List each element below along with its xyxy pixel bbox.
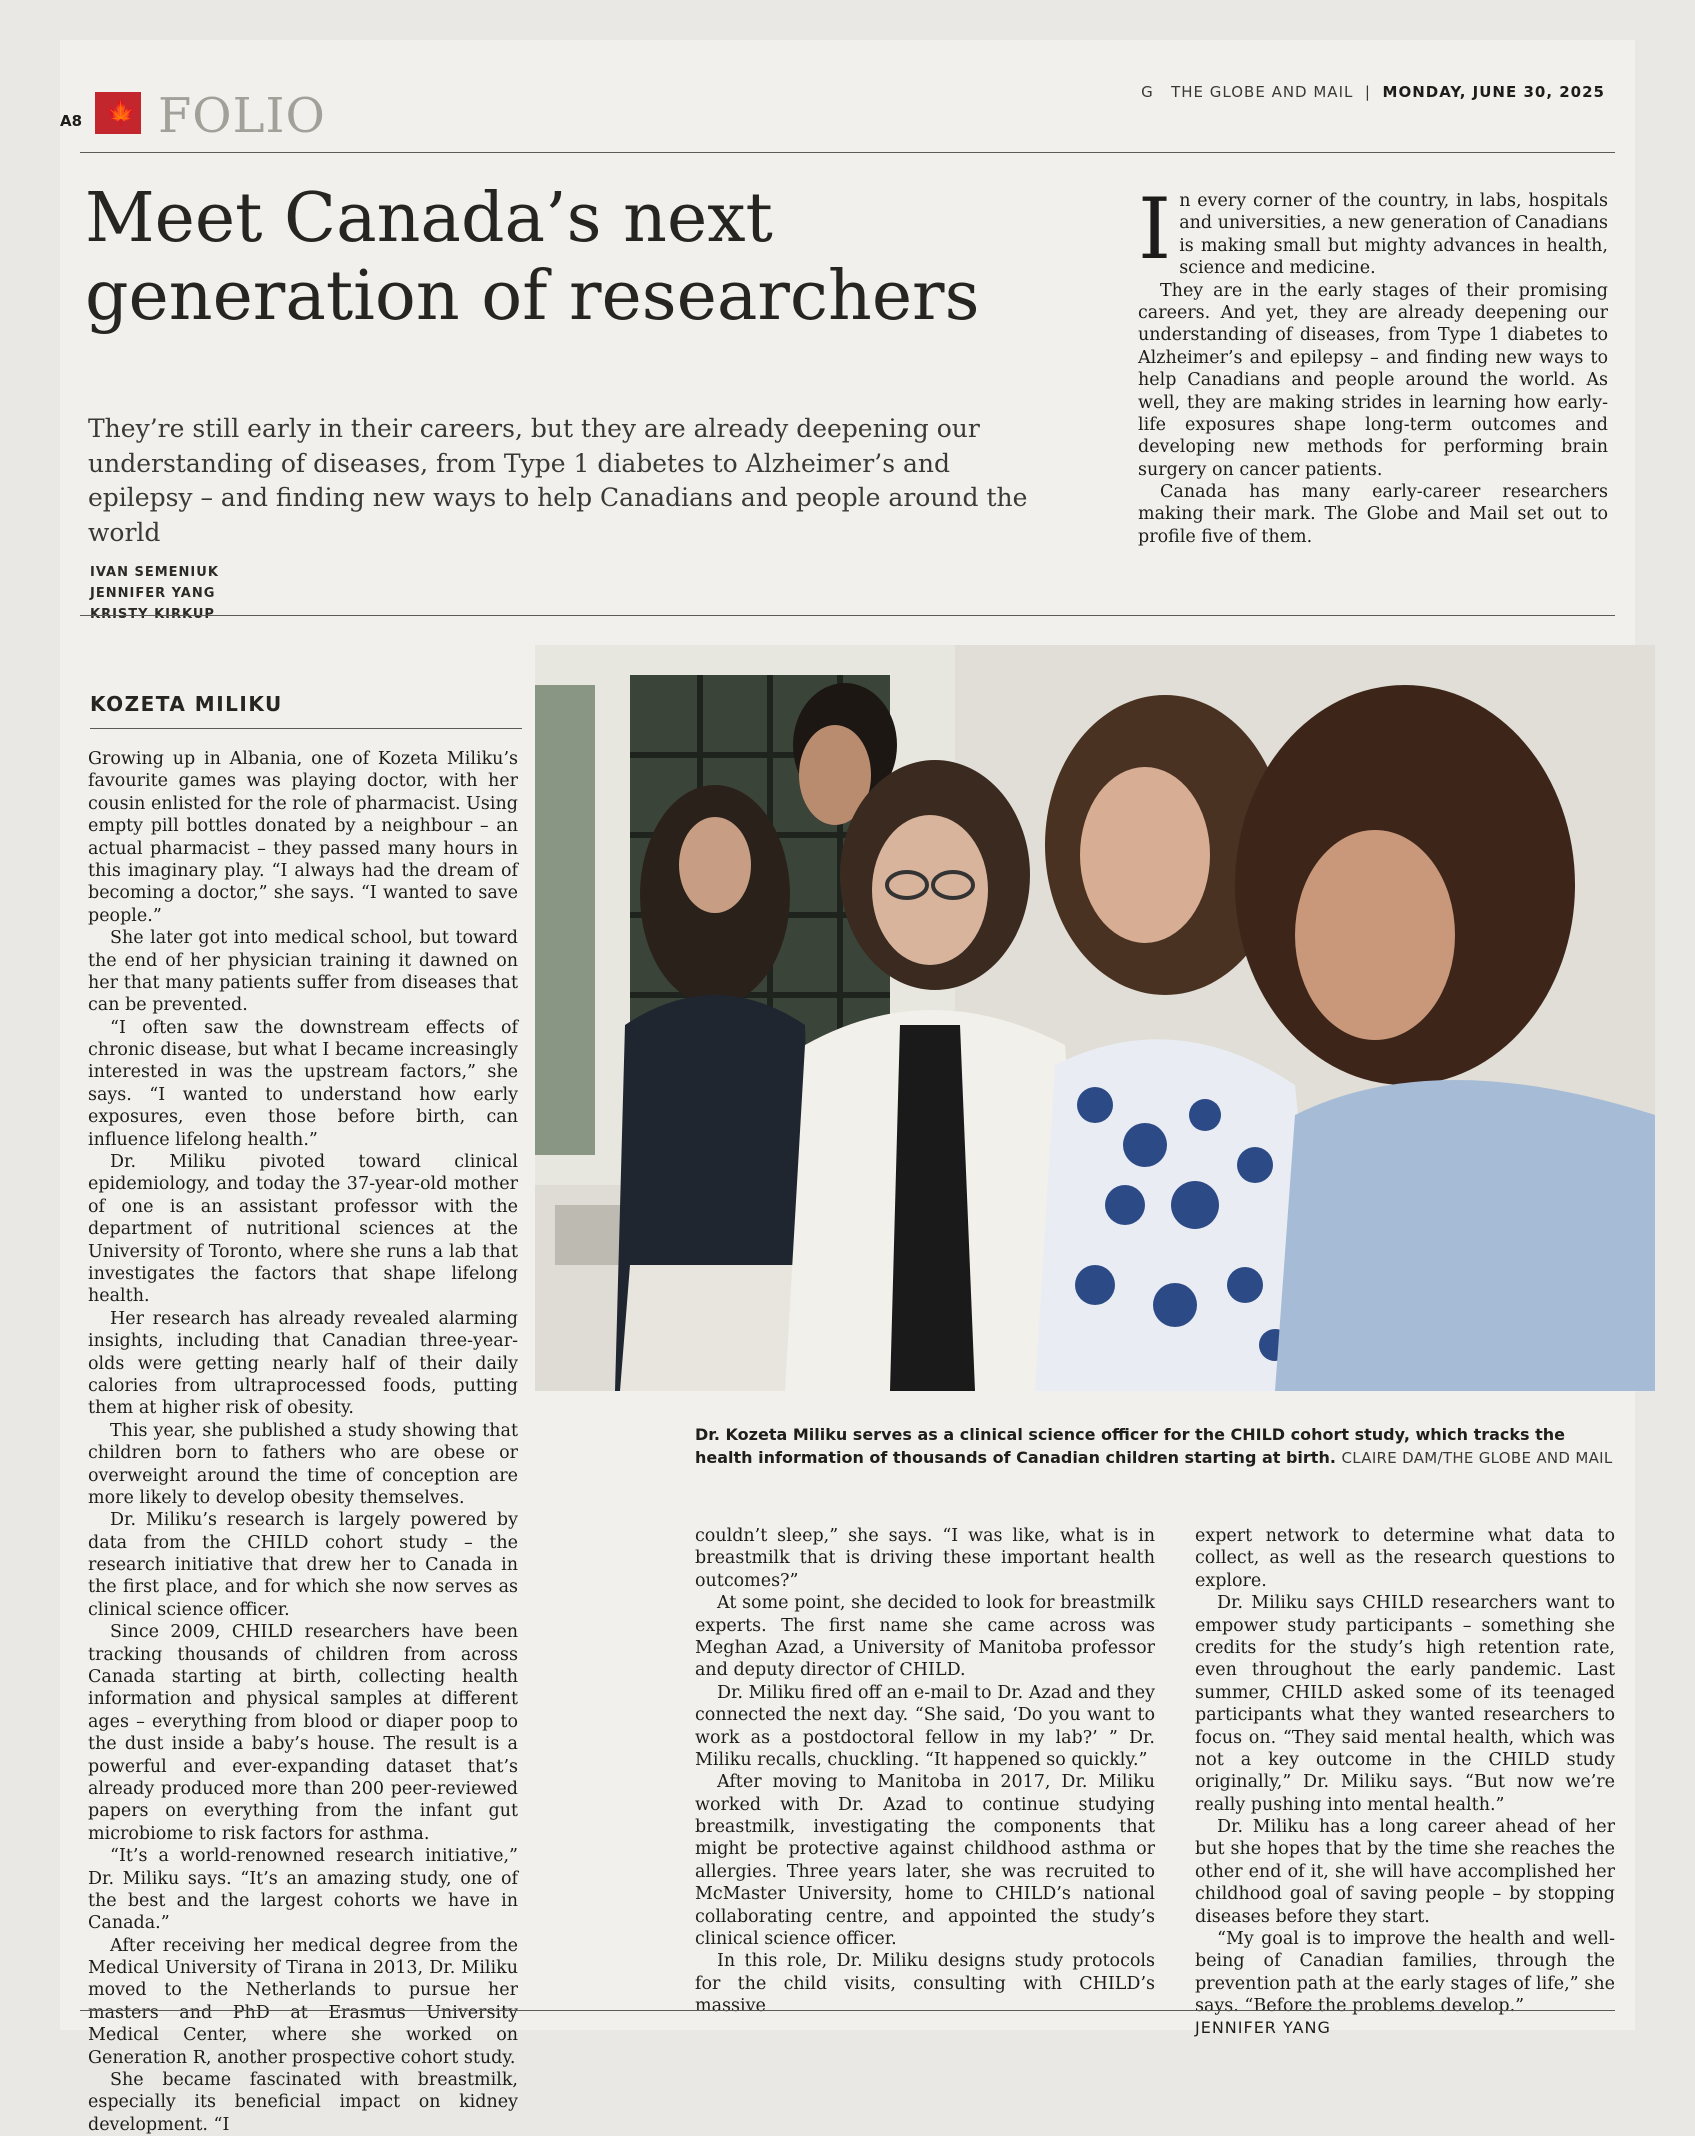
profile-rule [90, 728, 522, 729]
paragraph: Growing up in Albania, one of Kozeta Miliku’s favourite games was playing doctor, with her cousin enlisted for the role of pharmacist. Using empty pill bottles donated by a neighbour – an actual pharmacist – they passed many hours in this imaginary play. “I always had the dream of becoming a doctor,” she says. “I wanted to save people.” [88, 749, 518, 926]
paragraph: After receiving her medical degree from the Medical University of Tirana in 2013, Dr. Miliku moved to the Netherlands to pursue her masters and PhD at Erasmus University Medical Center, where she worked on Generation R, another prospective cohort study. [88, 1935, 518, 2068]
paragraph: “It’s a world-renowned research initiative,” Dr. Miliku says. “It’s an amazing study, one of the best and the largest cohorts we have in Canada.” [88, 1846, 518, 1934]
globe-logo [95, 92, 141, 134]
paragraph: expert network to determine what data to collect, as well as the research questions to explore. [1195, 1526, 1615, 1591]
article-column-2 [695, 1525, 1155, 2018]
intro-column [1138, 180, 1608, 548]
paragraph: Dr. Miliku has a long career ahead of her but she hopes that by the time she reaches the other end of it, she will have accomplished her childhood goal of saving people – by stopping diseases before they start. [1195, 1817, 1615, 1927]
photo-caption [695, 1423, 1615, 1470]
article-column-1 [88, 748, 518, 2136]
paragraph: She later got into medical school, but toward the end of her physician training it dawned on her that many patients suffer from diseases that can be prevented. [88, 928, 518, 1016]
byline: IVAN SEMENIUK [90, 565, 219, 580]
paragraph: “My goal is to improve the health and well-being of Canadian families, through the prevention path at the early stages of life,” she says. “Before the problems develop.” [1195, 1929, 1615, 2017]
paragraph: This year, she published a study showing that children born to fathers who are obese or overweight around the time of conception are more likely to develop obesity themselves. [88, 1420, 518, 1508]
byline: KRISTY KIRKUP [90, 607, 215, 622]
drop-cap: I [1138, 180, 1172, 278]
header-rule [80, 152, 1615, 153]
paragraph: couldn’t sleep,” she says. “I was like, what is in breastmilk that is driving these important health outcomes?” [695, 1526, 1155, 1591]
paragraph: She became fascinated with breastmilk, especially its beneficial impact on kidney development. “I [88, 2070, 518, 2135]
section-title: FOLIO [158, 88, 326, 144]
paragraph: Dr. Miliku says CHILD researchers want to empower study participants – something she credits for the study’s high retention rate, even throughout the early pandemic. Last summer, CHILD asked some of its teenaged participants what they wanted researchers to focus on. “They said mental health, which was not a key outcome in the CHILD study originally,” Dr. Miliku says. “But now we’re really pushing into mental health.” [1195, 1593, 1615, 1815]
intro-paragraph: They are in the early stages of their promising careers. And yet, they are already deepening our understanding of diseases, from Type 1 diabetes to Alzheimer’s and epilepsy – and finding new ways to help Canadians and people around the world. As well, they are making strides in learning how early-life exposures shape long-term outcomes and developing new methods for performing brain surgery on cancer patients. [1138, 280, 1608, 480]
photo-credit: CLAIRE DAM/THE GLOBE AND MAIL [1341, 1449, 1613, 1468]
header-separator: | [1364, 83, 1371, 101]
paragraph: In this role, Dr. Miliku designs study protocols for the child visits, consulting with CHILD’s massive [695, 1951, 1155, 2017]
folio-glyph: G [1141, 83, 1154, 101]
article-photo [535, 645, 1655, 1391]
dek: They’re still early in their careers, but they are already deepening our understanding of diseases, from Type 1 diabetes to Alzheimer’s and epilepsy – and finding new ways to help Canadians and people around the world [88, 414, 1028, 547]
paragraph: After moving to Manitoba in 2017, Dr. Miliku worked with Dr. Azad to continue studying breastmilk, investigating the components that might be protective against childhood asthma or allergies. Three years later, she was recruited to McMaster University, home to CHILD’s national collaborating centre, and appointed the study’s clinical science officer. [695, 1772, 1155, 1950]
intro-paragraph: Canada has many early-career researchers making their mark. The Globe and Mail set out to profile five of them. [1138, 482, 1608, 547]
maple-leaf-icon: 🍁 [106, 99, 136, 127]
section-rule [80, 615, 1615, 616]
article-column-3 [1195, 1525, 1615, 2037]
paragraph: “I often saw the downstream effects of chronic disease, but what I became increasingly interested in was the upstream factors,” she says. “I wanted to understand how early exposures, even those before birth, can influence lifelong health.” [88, 1017, 518, 1150]
intro-paragraph: In every corner of the country, in labs, hospitals and universities, a new generation of Canadians is making small but mighty advances in health, science and medicine. [1138, 180, 1608, 279]
masthead-info [1141, 83, 1605, 101]
paragraph: Dr. Miliku fired off an e-mail to Dr. Azad and they connected the next day. “She said, ‘Do you want to work as a postdoctoral fellow in my lab?’ ” Dr. Miliku recalls, chuckling. “It happened so quickly.” [695, 1682, 1155, 1770]
issue-date: MONDAY, JUNE 30, 2025 [1382, 83, 1605, 101]
headline: Meet Canada’s next generation of researchers [85, 179, 980, 337]
byline: JENNIFER YANG [90, 586, 216, 601]
paragraph: At some point, she decided to look for breastmilk experts. The first name she came across was Meghan Azad, a University of Manitoba professor and deputy director of CHILD. [695, 1593, 1155, 1681]
photo-illustration [535, 645, 1655, 1391]
paragraph: Dr. Miliku’s research is largely powered by data from the CHILD cohort study – the research initiative that drew her to Canada in the first place, and for which she now serves as clinical science officer. [88, 1510, 518, 1620]
article-signoff: JENNIFER YANG [1195, 2017, 1331, 2037]
newspaper-name: THE GLOBE AND MAIL [1171, 83, 1354, 101]
footer-rule [80, 2010, 1615, 2011]
paragraph: Since 2009, CHILD researchers have been tracking thousands of children from across Canada starting at birth, collecting health information and physical samples at different ages – everything from blood or diaper poop to the dust inside a baby’s house. The result is a powerful and ever-expanding dataset that’s already produced more than 200 peer-reviewed papers on everything from the infant gut microbiome to risk factors for asthma. [88, 1622, 518, 1844]
paragraph: Dr. Miliku pivoted toward clinical epidemiology, and today the 37-year-old mother of one is an assistant professor with the department of nutritional sciences at the University of Toronto, where she runs a lab that investigates the factors that shape lifelong health. [88, 1152, 518, 1307]
caption-text: Dr. Kozeta Miliku serves as a clinical science officer for the CHILD cohort study, which tracks the health information of thousands of Canadian children starting at birth. [695, 1425, 1566, 1468]
page-number: A8 [60, 112, 83, 130]
paragraph: Her research has already revealed alarming insights, including that Canadian three-year-olds were getting nearly half of their daily calories from ultraprocessed foods, putting them at higher risk of obesity. [88, 1308, 518, 1419]
newspaper-page [60, 40, 1635, 2135]
profile-name: KOZETA MILIKU [90, 692, 283, 716]
